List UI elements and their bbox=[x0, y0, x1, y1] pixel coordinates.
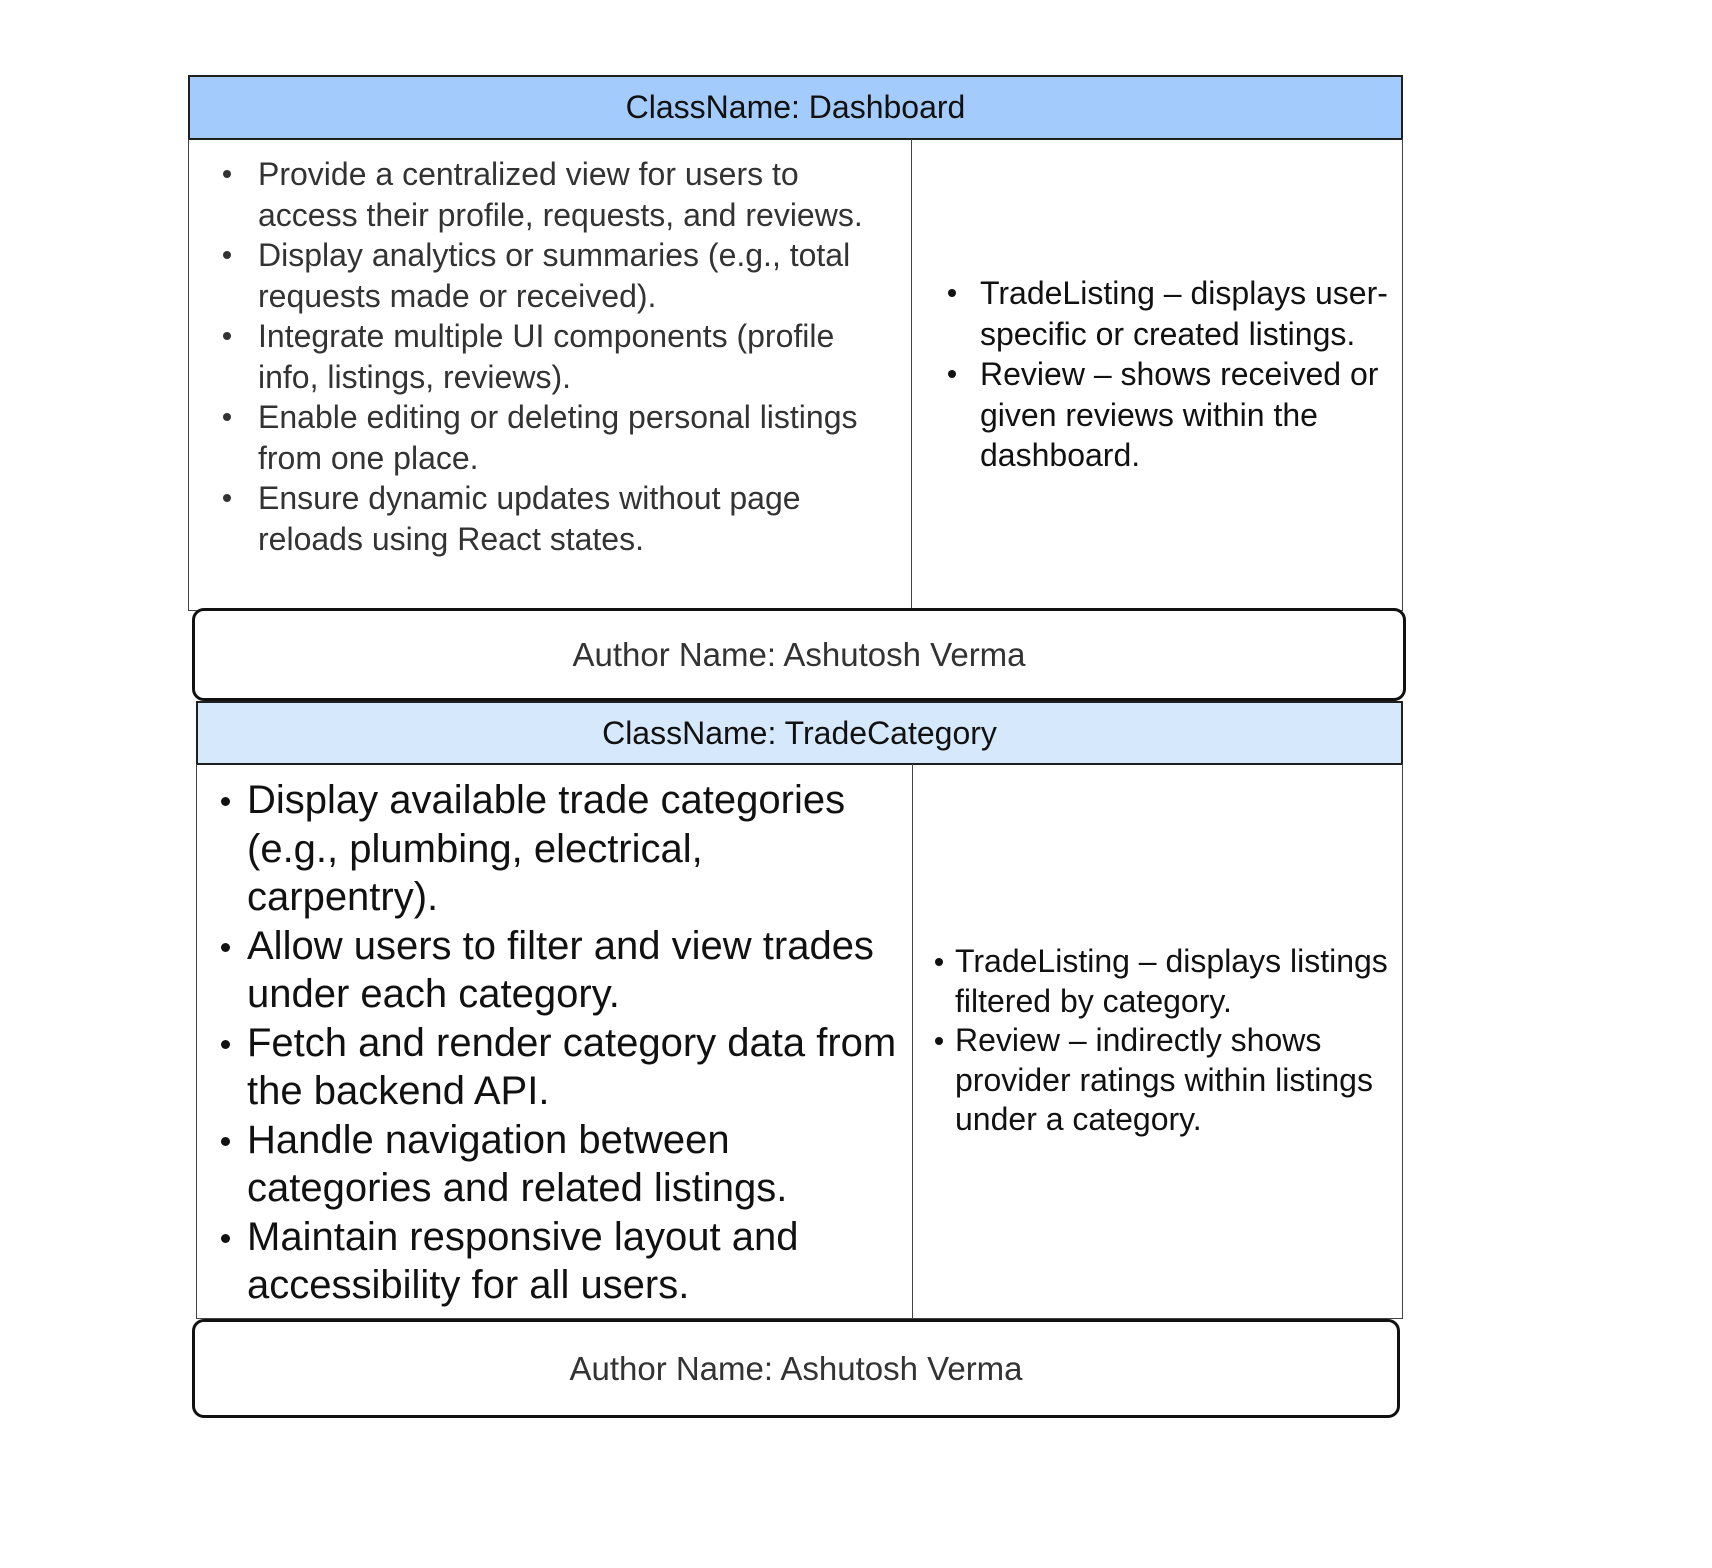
collaborator-item: TradeListing – displays listings filtered by category. bbox=[913, 942, 1402, 1021]
tradecategory-responsibility-list bbox=[197, 776, 912, 1310]
author-name: Author Name: Ashutosh Verma bbox=[572, 635, 1026, 673]
responsibility-item: Maintain responsive layout and accessibility for all users. bbox=[197, 1213, 912, 1310]
responsibility-item: Provide a centralized view for users to access their profile, requests, and reviews. bbox=[189, 154, 911, 235]
collaborator-item: Review – shows received or given reviews within the dashboard. bbox=[912, 354, 1402, 476]
dashboard-collaborators bbox=[912, 139, 1402, 610]
collaborator-item: TradeListing – displays user-specific or created listings. bbox=[912, 273, 1402, 354]
tradecategory-author-box bbox=[192, 1319, 1400, 1418]
tradecategory-class-header: ClassName: TradeCategory bbox=[196, 701, 1403, 765]
tradecategory-responsibilities bbox=[197, 764, 913, 1318]
responsibility-item: Display available trade categories (e.g., plumbing, electrical, carpentry). bbox=[197, 776, 912, 922]
tradecategory-crc-body bbox=[196, 764, 1403, 1319]
collaborator-item: Review – indirectly shows provider ratings within listings under a category. bbox=[913, 1021, 1402, 1140]
dashboard-crc-body bbox=[188, 139, 1403, 611]
dashboard-class-header: ClassName: Dashboard bbox=[188, 75, 1403, 140]
dashboard-author-box bbox=[192, 608, 1406, 701]
responsibility-item: Enable editing or deleting personal listings from one place. bbox=[189, 397, 911, 478]
responsibility-item: Display analytics or summaries (e.g., total requests made or received). bbox=[189, 235, 911, 316]
tradecategory-collaborator-list bbox=[913, 942, 1402, 1140]
dashboard-responsibility-list bbox=[189, 154, 911, 559]
dashboard-responsibilities bbox=[189, 139, 912, 610]
responsibility-item: Integrate multiple UI components (profile info, listings, reviews). bbox=[189, 316, 911, 397]
dashboard-collaborator-list bbox=[912, 273, 1402, 476]
responsibility-item: Allow users to filter and view trades under each category. bbox=[197, 922, 912, 1019]
tradecategory-collaborators bbox=[913, 764, 1402, 1318]
responsibility-item: Ensure dynamic updates without page reloads using React states. bbox=[189, 478, 911, 559]
author-name: Author Name: Ashutosh Verma bbox=[569, 1349, 1023, 1387]
responsibility-item: Fetch and render category data from the backend API. bbox=[197, 1019, 912, 1116]
responsibility-item: Handle navigation between categories and related listings. bbox=[197, 1116, 912, 1213]
